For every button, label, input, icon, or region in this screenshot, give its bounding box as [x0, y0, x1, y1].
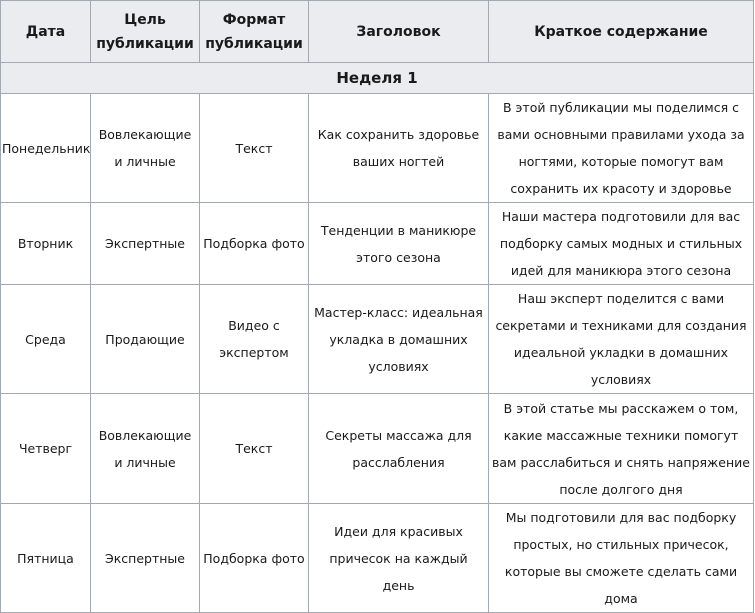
cell-summary: В этой публикации мы поделимся с вами основными правилами ухода за ногтями, которые помогут вам сохранить их красоту и здоровье	[489, 94, 754, 203]
cell-title: Как сохранить здоровье ваших ногтей	[309, 94, 489, 203]
cell-day: Четверг	[1, 394, 91, 504]
header-summary: Краткое содержание	[489, 1, 754, 63]
table-row	[1, 504, 754, 613]
table-row	[1, 203, 754, 285]
week-label: Неделя 1	[1, 63, 754, 94]
table-row	[1, 285, 754, 394]
cell-title: Секреты массажа для расслабления	[309, 394, 489, 504]
cell-day: Вторник	[1, 203, 91, 285]
cell-goal: Продающие	[91, 285, 200, 394]
cell-format: Подборка фото	[200, 203, 309, 285]
table-row	[1, 394, 754, 504]
cell-format: Текст	[200, 94, 309, 203]
header-date: Дата	[1, 1, 91, 63]
header-row	[1, 1, 754, 63]
cell-title: Мастер-класс: идеальная укладка в домашних условиях	[309, 285, 489, 394]
header-goal: Цель публикации	[91, 1, 200, 63]
table-header	[1, 1, 754, 63]
cell-summary: Наш эксперт поделится с вами секретами и техниками для создания идеальной укладки в домашних условиях	[489, 285, 754, 394]
cell-summary: Мы подготовили для вас подборку простых, но стильных причесок, которые вы сможете сделать сами дома	[489, 504, 754, 613]
cell-format: Подборка фото	[200, 504, 309, 613]
cell-goal: Вовлекающие и личные	[91, 394, 200, 504]
cell-summary: Наши мастера подготовили для вас подборку самых модных и стильных идей для маникюра этого сезона	[489, 203, 754, 285]
cell-day: Понедельник	[1, 94, 91, 203]
table-row	[1, 94, 754, 203]
cell-summary: В этой статье мы расскажем о том, какие массажные техники помогут вам расслабиться и снять напряжение после долгого дня	[489, 394, 754, 504]
cell-title: Идеи для красивых причесок на каждый день	[309, 504, 489, 613]
week-row	[1, 63, 754, 94]
cell-format: Видео с экспертом	[200, 285, 309, 394]
cell-goal: Экспертные	[91, 504, 200, 613]
header-format: Формат публикации	[200, 1, 309, 63]
cell-day: Пятница	[1, 504, 91, 613]
table-body	[1, 63, 754, 613]
header-title: Заголовок	[309, 1, 489, 63]
cell-format: Текст	[200, 394, 309, 504]
cell-title: Тенденции в маникюре этого сезона	[309, 203, 489, 285]
cell-goal: Экспертные	[91, 203, 200, 285]
cell-goal: Вовлекающие и личные	[91, 94, 200, 203]
cell-day: Среда	[1, 285, 91, 394]
